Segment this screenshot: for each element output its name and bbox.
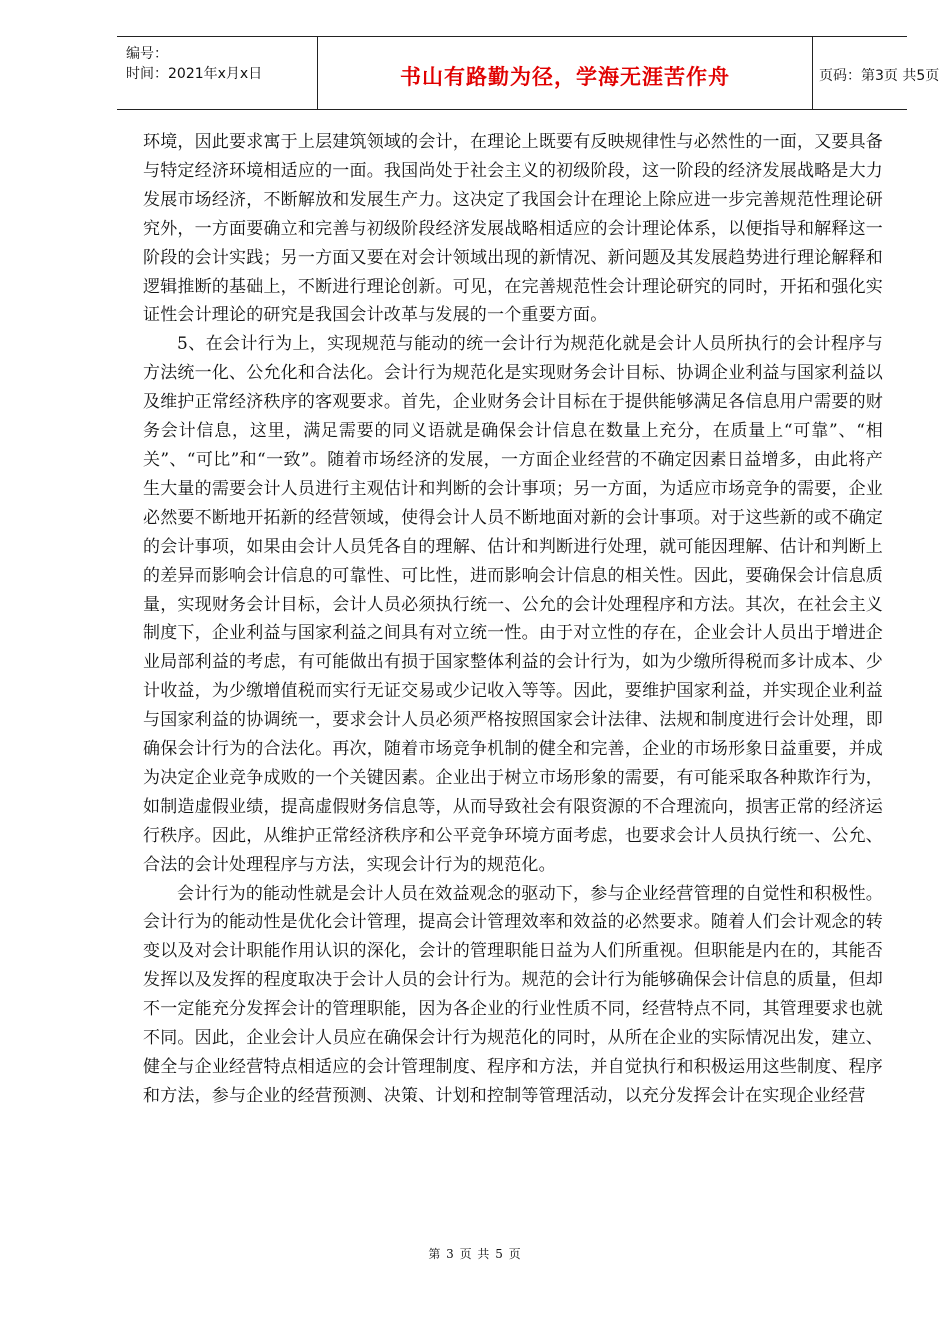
page-header [117,36,940,110]
page-info: 页码：第3页 共5页 [819,68,940,84]
number-label: 编号： [126,46,168,62]
paragraph-section-5: 5、在会计行为上，实现规范与能动的统一会计行为规范化就是会计人员所执行的会计程序与方法统一化、公允化和合法化。会计行为规范化是实现财务会计目标、协调企业利益与国家利益以及维护正常经济秩序的客观要求。首先，企业财务会计目标在于提供能够满足各信息用户需要的财务会计信息，这里，满足需要的同义语就是确保会计信息在数量上充分，在质量上“可靠”、“相关”、“可比”和“一致”。随着市场经济的发展，一方面企业经营的不确定因素日益增多，由此将产生大量的需要会计人员进行主观估计和判断的会计事项；另一方面，为适应市场竞争的需要，企业必然要不断地开拓新的经营领域，使得会计人员不断地面对新的会计事项。对于这些新的或不确定的会计事项，如果由会计人员凭各自的理解、估计和判断进行处理，就可能因理解、估计和判断上的差异而影响会计信息的可靠性、可比性，进而影响会计信息的相关性。因此，要确保会计信息质量，实现财务会计目标，会计人员必须执行统一、公允的会计处理程序和方法。其次，在社会主义制度下，企业利益与国家利益之间具有对立统一性。由于对立性的存在，企业会计人员出于增进企业局部利益的考虑，有可能做出有损于国家整体利益的会计行为，如为少缴所得税而多计成本、少计收益，为少缴增值税而实行无证交易或少记收入等等。因此，要维护国家利益，并实现企业利益与国家利益的协调统一，要求会计人员必须严格按照国家会计法律、法规和制度进行会计处理，即确保会计行为的合法化。再次，随着市场竞争机制的健全和完善，企业的市场形象日益重要，并成为决定企业竞争成败的一个关键因素。企业出于树立市场形象的需要，有可能采取各种欺诈行为，如制造虚假业绩，提高虚假财务信息等，从而导致社会有限资源的不合理流向，损害正常的经济运行秩序。因此，从维护正常经济秩序和公平竞争环境方面考虑，也要求会计人员执行统一、公允、合法的会计处理程序与方法，实现会计行为的规范化。 [143,334,883,875]
header-page-cell [811,37,940,109]
time-label: 时间：2021年x月x日 [126,66,263,82]
document-body [143,128,883,1111]
page-footer: 第 3 页 共 5 页 [428,1247,522,1261]
paragraph-continued: 环境，因此要求寓于上层建筑领域的会计，在理论上既要有反映规律性与必然性的一面，又要具备与特定经济环境相适应的一面。我国尚处于社会主义的初级阶段，这一阶段的经济发展战略是大力发展市场经济，不断解放和发展生产力。这决定了我国会计在理论上除应进一步完善规范性理论研究外，一方面要确立和完善与初级阶段经济发展战略相适应的会计理论体系，以便指导和解释这一阶段的会计实践；另一方面又要在对会计领域出现的新情况、新问题及其发展趋势进行理论解释和逻辑推断的基础上，不断进行理论创新。可见，在完善规范性会计理论研究的同时，开拓和强化实证性会计理论的研究是我国会计改革与发展的一个重要方面。 [143,132,883,326]
header-meta [117,37,317,109]
header-motto-cell [317,37,813,109]
paragraph-initiative: 会计行为的能动性就是会计人员在效益观念的驱动下，参与企业经营管理的自觉性和积极性。会计行为的能动性是优化会计管理，提高会计管理效率和效益的必然要求。随着人们会计观念的转变以及对会计职能作用认识的深化，会计的管理职能日益为人们所重视。但职能是内在的，其能否发挥以及发挥的程度取决于会计人员的会计行为。规范的会计行为能够确保会计信息的质量，但却不一定能充分发挥会计的管理职能，因为各企业的行业性质不同，经营特点不同，其管理要求也就不同。因此，企业会计人员应在确保会计行为规范化的同时，从所在企业的实际情况出发，建立、健全与企业经营特点相适应的会计管理制度、程序和方法，并自觉执行和积极运用这些制度、程序和方法，参与企业的经营预测、决策、计划和控制等管理活动，以充分发挥会计在实现企业经营 [143,883,883,1106]
motto-text: 书山有路勤为径，学海无涯苦作舟 [400,65,730,89]
